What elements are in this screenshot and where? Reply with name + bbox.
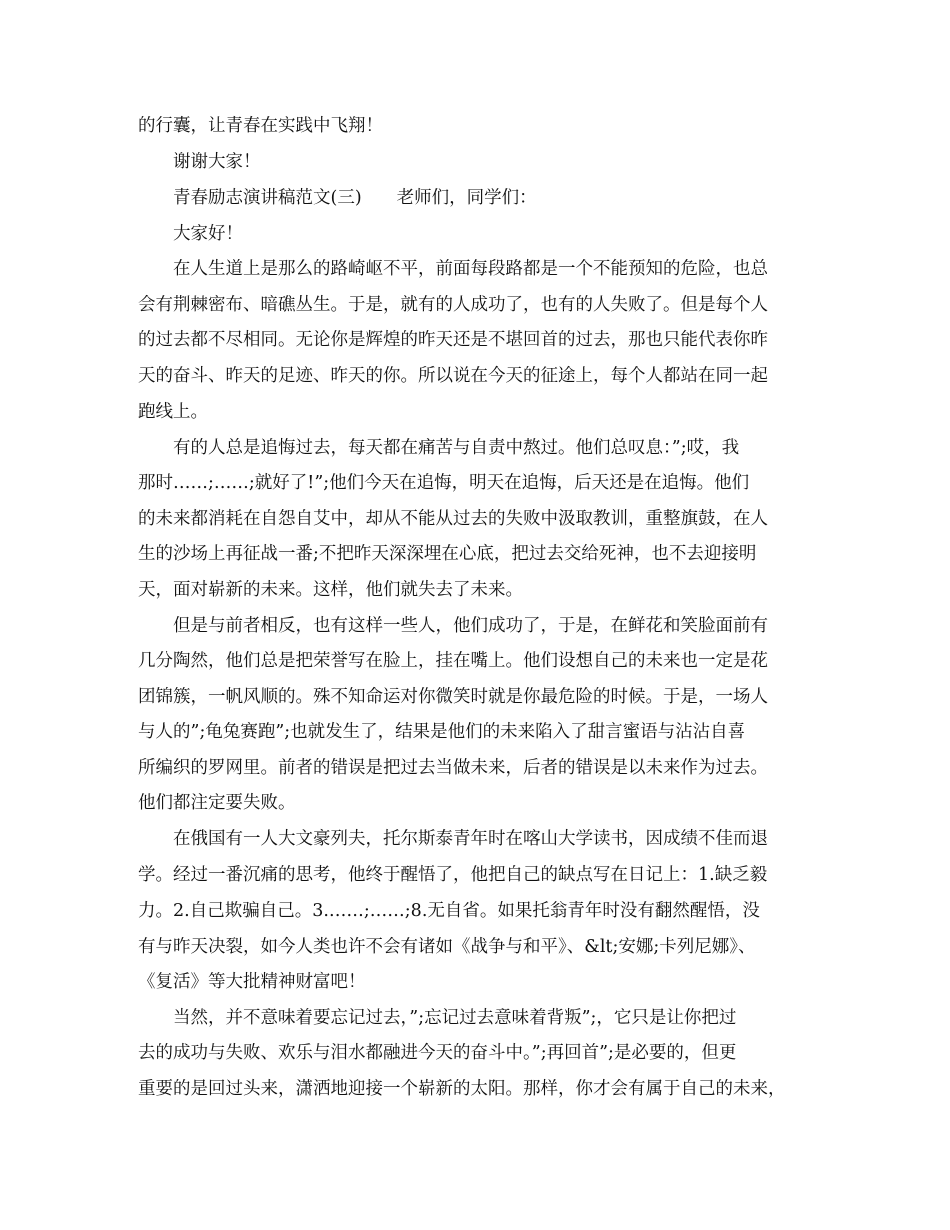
text-line: 有与昨天决裂，如今人类也许不会有诸如《战争与和平》、&lt;安娜;卡列尼娜》、 xyxy=(138,937,756,957)
text-line: 所编织的罗网里。前者的错误是把过去当做未来，后者的错误是以未来作为过去。 xyxy=(138,758,768,778)
text-line: 团锦簇，一帆风顺的。殊不知命运对你微笑时就是你最危险的时候。于是，一场人 xyxy=(138,687,768,707)
text-line: 跑线上。 xyxy=(138,402,208,422)
text-line: 重要的是回过头来，潇洒地迎接一个崭新的太阳。那样，你才会有属于自己的未来， xyxy=(138,1079,786,1099)
text-line: 会有荆棘密布、暗礁丛生。于是，就有的人成功了，也有的人失败了。但是每个人 xyxy=(138,295,768,315)
text-line: 大家好！ xyxy=(173,224,243,244)
text-line: 谢谢大家！ xyxy=(173,152,261,172)
text-line: 的未来都消耗在自怨自艾中，却从不能从过去的失败中汲取教训，重整旗鼓，在人 xyxy=(138,509,768,529)
text-line: 生的沙场上再征战一番;不把昨天深深埋在心底，把过去交给死神，也不去迎接明 xyxy=(138,544,757,564)
text-line: 去的成功与失败、欢乐与泪水都融进今天的奋斗中。”;再回首”;是必要的，但更 xyxy=(138,1043,737,1063)
text-line: 当然，并不意味着要忘记过去，”;忘记过去意味着背叛”;，它只是让你把过 xyxy=(173,1008,737,1028)
text-line: 天的奋斗、昨天的足迹、昨天的你。所以说在今天的征途上，每个人都站在同一起 xyxy=(138,366,768,386)
text-line: 在俄国有一人大文豪列夫，托尔斯泰青年时在喀山大学读书，因成绩不佳而退 xyxy=(173,829,768,849)
text-line: 天，面对崭新的未来。这样，他们就失去了未来。 xyxy=(138,580,523,600)
text-line: 与人的”;龟兔赛跑”;也就发生了，结果是他们的未来陷入了甜言蜜语与沾沾自喜 xyxy=(138,722,746,742)
section-title: 青春励志演讲稿范文(三) 老师们，同学们： xyxy=(173,188,537,208)
text-line: 的过去都不尽相同。无论你是辉煌的昨天还是不堪回首的过去，那也只能代表你昨 xyxy=(138,330,768,350)
text-line: 有的人总是追悔过去，每天都在痛苦与自责中熬过。他们总叹息：”;哎，我 xyxy=(173,438,740,458)
text-line: 但是与前者相反，也有这样一些人，他们成功了，于是，在鲜花和笑脸面前有 xyxy=(173,616,768,636)
text-line: 学。经过一番沉痛的思考，他终于醒悟了，他把自己的缺点写在日记上：1.缺乏毅 xyxy=(138,865,768,885)
text-line: 几分陶然，他们总是把荣誉写在脸上，挂在嘴上。他们设想自己的未来也一定是花 xyxy=(138,651,768,671)
text-line: 《复活》等大批精神财富吧！ xyxy=(138,972,366,992)
text-line: 他们都注定要失败。 xyxy=(138,793,296,813)
text-line: 的行囊，让青春在实践中飞翔！ xyxy=(138,116,383,136)
text-line: 在人生道上是那么的路崎岖不平，前面每段路都是一个不能预知的危险，也总 xyxy=(173,259,768,279)
text-line: 那时……;……;就好了!”;他们今天在追悔，明天在追悔，后天还是在追悔。他们 xyxy=(138,473,750,493)
text-line: 力。2.自己欺骗自己。3.……;……;8.无自省。如果托翁青年时没有翻然醒悟，没 xyxy=(138,901,760,921)
